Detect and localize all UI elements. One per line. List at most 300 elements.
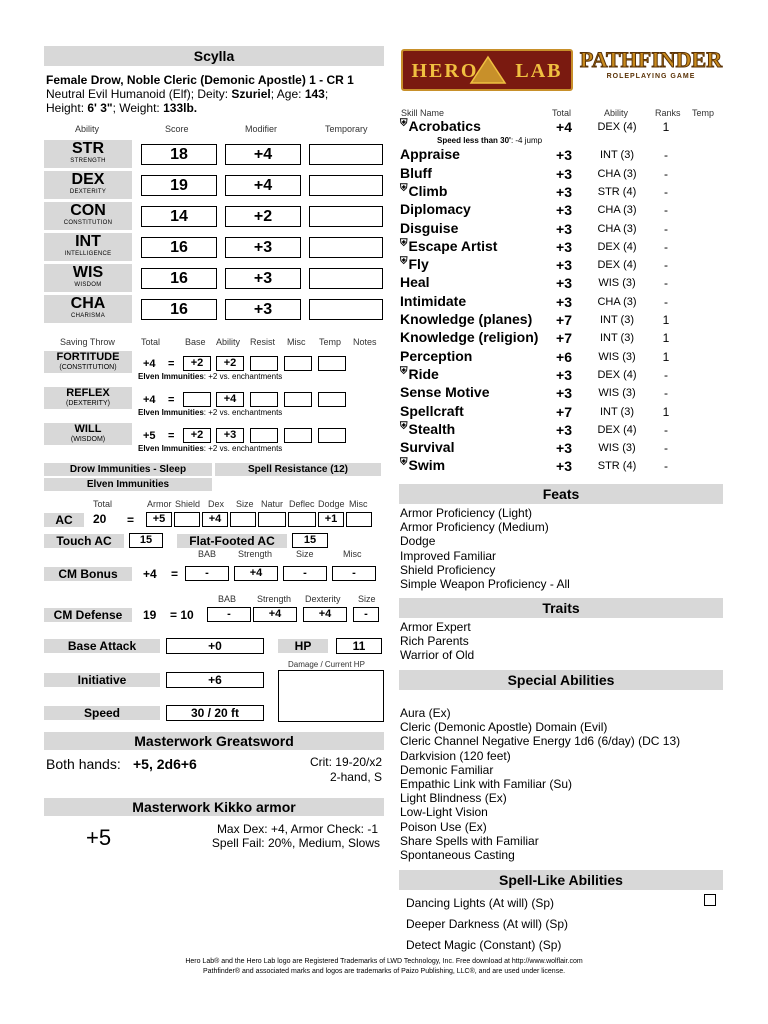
- special-ability-item: Poison Use (Ex): [400, 819, 487, 834]
- cmd-bab-header: BAB: [218, 594, 237, 604]
- ac-total-header: Total: [93, 499, 113, 509]
- cmb-bab-header: BAB: [198, 549, 217, 559]
- skill-total: +3: [556, 385, 572, 402]
- ability-modifier-box: +3: [225, 268, 301, 289]
- weapon-crit: Crit: 19-20/x2: [309, 755, 382, 769]
- ac-size-header: Size: [236, 499, 254, 509]
- skill-name-text: Survival: [400, 439, 455, 456]
- feats-header: Feats: [399, 484, 723, 504]
- trait-item: Armor Expert: [400, 620, 471, 634]
- special-ability-item: Aura (Ex): [400, 706, 451, 720]
- feats-list: [400, 506, 570, 591]
- cmb-misc-box: -: [332, 566, 376, 581]
- save-ability-box: +3: [216, 428, 244, 443]
- ability-score-box: 14: [141, 206, 217, 227]
- ac-dodge-box: +1: [318, 512, 344, 527]
- feat-item: Shield Proficiency: [400, 562, 496, 577]
- skill-ranks: 1: [662, 313, 670, 327]
- save-name: REFLEX: [66, 387, 110, 399]
- special-abilities-header: Special Abilities: [399, 670, 723, 690]
- untrained-shield-icon: ⛨: [400, 365, 408, 377]
- ability-full-name: STRENGTH: [70, 158, 106, 164]
- hero-lab-logo: [401, 49, 573, 91]
- touch-ac-label: Touch AC: [44, 534, 124, 548]
- base-attack-box: +0: [166, 638, 264, 654]
- save-total: +4: [143, 358, 156, 370]
- ability-modifier-box: +4: [225, 144, 301, 165]
- initiative-label: Initiative: [44, 673, 160, 687]
- weapon-hands: Both hands:: [46, 756, 121, 772]
- skill-name-text: Climb: [408, 182, 448, 199]
- ability-score-box: 16: [141, 299, 217, 320]
- traits-list: [400, 620, 474, 663]
- save-notes-header: Notes: [353, 337, 377, 347]
- ability-temporary-box[interactable]: [309, 206, 383, 227]
- special-ability-item: Darkvision (120 feet): [400, 748, 511, 763]
- skill-name-text: Appraise: [400, 146, 460, 163]
- hp-label: HP: [278, 639, 328, 653]
- skill-name-text: Bluff: [400, 164, 432, 181]
- ability-score-box: 18: [141, 144, 217, 165]
- cmd-equals: = 10: [170, 608, 194, 622]
- skill-ability: WIS (3): [598, 350, 636, 363]
- skill-ability: DEX (4): [597, 423, 637, 436]
- ability-full-name: CHARISMA: [70, 313, 106, 319]
- save-temp-box: [318, 428, 346, 443]
- armor-line1: Max Dex: +4, Armor Check: -1: [216, 822, 378, 836]
- skill-total: +3: [556, 147, 572, 164]
- height-label: Height:: [46, 101, 85, 115]
- ability-header: Ability: [75, 124, 100, 134]
- cmb-bab-box: -: [185, 566, 229, 581]
- save-resist-box: [250, 428, 278, 443]
- skill-ability: INT (3): [599, 314, 635, 326]
- skill-name-text: Spellcraft: [400, 402, 464, 419]
- armor-line2: Spell Fail: 20%, Medium, Slows: [211, 836, 380, 850]
- cmb-equals: =: [171, 567, 179, 581]
- skill-total: +3: [556, 293, 572, 310]
- ac-misc-header: Misc: [349, 499, 368, 509]
- ability-score-box: 16: [141, 268, 217, 289]
- modifier-header: Modifier: [245, 124, 278, 134]
- save-name: WILL: [74, 423, 102, 435]
- skill-ranks: -: [664, 276, 668, 291]
- save-ability-box: +4: [216, 392, 244, 407]
- feat-item: Armor Proficiency (Medium): [400, 520, 549, 535]
- skill-ranks: -: [664, 367, 668, 382]
- skill-name-text: Stealth: [408, 420, 456, 437]
- save-resist-box: [250, 356, 278, 371]
- skill-name-text: Ride: [408, 365, 439, 382]
- save-ability-box: +2: [216, 356, 244, 371]
- ability-label-wis: [44, 264, 132, 292]
- skill-ranks: 1: [662, 331, 670, 346]
- skill-ranks: -: [664, 258, 668, 273]
- save-note-label: Elven Immunities: [138, 444, 204, 453]
- save-ability-name: (CONSTITUTION): [59, 364, 117, 371]
- skill-ranks-header: Ranks: [655, 108, 681, 118]
- ability-label-con: [44, 202, 132, 230]
- skill-ranks: -: [664, 203, 668, 218]
- skill-name-text: Swim: [408, 457, 446, 474]
- save-resist-header: Resist: [250, 337, 276, 347]
- acrobatics-note-text: : -4 jump: [510, 136, 543, 145]
- spell-like-ability-item: Deeper Darkness (At will) (Sp): [406, 917, 569, 931]
- skill-total: +3: [556, 275, 572, 292]
- age-value: 143: [304, 87, 325, 101]
- ac-dodge-header: Dodge: [318, 499, 345, 509]
- ability-abbr: INT: [75, 233, 101, 250]
- skill-name-text: Knowledge (planes): [400, 311, 533, 327]
- touch-ac-box: 15: [129, 533, 163, 548]
- untrained-shield-icon: ⛨: [400, 118, 408, 129]
- footer: [0, 957, 768, 977]
- save-ability-name: (DEXTERITY): [66, 400, 110, 407]
- save-ability-header: Ability: [216, 337, 241, 347]
- ability-modifier-box: +2: [225, 206, 301, 227]
- footer-line1: Hero Lab® and the Hero Lab logo are Registered Trademarks of LWD Technology, Inc. Free download at http://www.wolflair.com: [185, 958, 583, 965]
- skill-ability: STR (4): [597, 185, 637, 198]
- skill-ability: WIS (3): [598, 277, 636, 290]
- save-label-reflex: [44, 387, 132, 409]
- armor-name-band: Masterwork Kikko armor: [44, 798, 384, 816]
- ability-temporary-box[interactable]: [309, 144, 383, 165]
- skill-name-text: Disguise: [400, 219, 459, 236]
- cmd-bab-box: -: [207, 607, 251, 622]
- cmb-strength-box: +4: [234, 566, 278, 581]
- ac-total: 20: [93, 512, 107, 526]
- save-note-text: : +2 vs. enchantments: [203, 408, 283, 417]
- skill-ranks: -: [664, 386, 668, 401]
- temporary-header: Temporary: [325, 124, 368, 134]
- ability-abbr: WIS: [72, 264, 104, 281]
- character-description: [46, 73, 386, 115]
- ability-abbr: DEX: [71, 171, 105, 188]
- character-alignment-line: [46, 87, 386, 101]
- cmb-size-box: -: [283, 566, 327, 581]
- ability-score-box: 19: [141, 175, 217, 196]
- speed-box: 30 / 20 ft: [166, 705, 264, 721]
- hp-box: 11: [336, 638, 382, 654]
- skill-total: +3: [556, 202, 572, 219]
- alignment-text: Neutral Evil Humanoid (Elf); Deity:: [46, 87, 229, 101]
- ability-temporary-box[interactable]: [309, 237, 383, 258]
- deity-value: Szuriel: [231, 87, 271, 101]
- spell-like-ability-item: Dancing Lights (At will) (Sp): [406, 896, 555, 910]
- skill-name-text: Fly: [408, 256, 429, 273]
- skill-total: +3: [556, 366, 572, 383]
- untrained-shield-icon: ⛨: [400, 256, 408, 268]
- skill-total: +7: [556, 403, 572, 420]
- skill-total: +6: [556, 348, 572, 365]
- skill-ability: DEX (4): [597, 121, 637, 133]
- cmb-total: +4: [143, 567, 157, 581]
- save-equals: =: [168, 394, 175, 406]
- pathfinder-logo-text: PATHFINDER: [579, 47, 723, 72]
- skill-ability: WIS (3): [598, 387, 636, 400]
- ability-full-name: CONSTITUTION: [63, 220, 113, 226]
- skill-ability: WIS (3): [598, 442, 636, 455]
- special-ability-item: Cleric (Demonic Apostle) Domain (Evil): [400, 720, 608, 735]
- character-height-line: [46, 101, 386, 115]
- feat-item: Dodge: [400, 534, 436, 549]
- ac-armor-header: Armor: [147, 499, 172, 509]
- skill-total: +3: [556, 458, 572, 475]
- save-note: [138, 444, 282, 453]
- ability-abbr: STR: [72, 140, 104, 157]
- untrained-shield-icon: ⛨: [400, 457, 408, 469]
- ability-temporary-box[interactable]: [309, 268, 383, 289]
- skill-ranks: 1: [662, 349, 670, 364]
- traits-header: Traits: [399, 598, 723, 618]
- skill-ability: DEX (4): [597, 259, 637, 272]
- base-attack-label: Base Attack: [44, 639, 160, 653]
- saving-throw-header: Saving Throw: [60, 337, 115, 347]
- spell-like-abilities-header: Spell-Like Abilities: [399, 870, 723, 890]
- skill-ranks: -: [664, 422, 668, 437]
- special-ability-item: Empathic Link with Familiar (Su): [400, 777, 573, 792]
- skill-ability: CHA (3): [597, 222, 637, 235]
- ability-label-str: [44, 140, 132, 168]
- cmd-strength-box: +4: [253, 607, 297, 622]
- ability-full-name: DEXTERITY: [69, 189, 107, 195]
- ability-abbr: CHA: [70, 295, 106, 312]
- untrained-shield-icon: ⛨: [400, 182, 408, 194]
- save-label-will: [44, 423, 132, 445]
- save-temp-box: [318, 356, 346, 371]
- ability-label-cha: [44, 295, 132, 323]
- trait-item: Warrior of Old: [400, 648, 475, 663]
- untrained-shield-icon: ⛨: [400, 237, 408, 249]
- ability-temporary-box[interactable]: [309, 299, 383, 320]
- special-ability-item: Light Blindness (Ex): [400, 791, 507, 806]
- ability-label-dex: [44, 171, 132, 199]
- skill-total: +3: [556, 165, 572, 182]
- save-total: +5: [143, 430, 156, 442]
- armor-bonus: +5: [86, 825, 112, 850]
- skill-ability: DEX (4): [597, 240, 637, 253]
- skill-ability-header: Ability: [604, 108, 629, 118]
- skill-ranks: -: [664, 239, 668, 254]
- elven-immunities-band: Elven Immunities: [44, 478, 212, 491]
- special-ability-item: Spontaneous Casting: [400, 848, 515, 863]
- special-ability-item: Demonic Familiar: [400, 762, 494, 777]
- ac-label: AC: [44, 513, 84, 527]
- skill-total: +3: [556, 220, 572, 237]
- ac-size-box: [230, 512, 256, 527]
- special-ability-item: Low-Light Vision: [400, 805, 488, 820]
- ability-modifier-box: +3: [225, 237, 301, 258]
- pathfinder-logo: [578, 47, 724, 91]
- footer-line2: Pathfinder® and associated marks and logos are trademarks of Paizo Publishing, LLC®, and are used under license.: [202, 968, 566, 975]
- save-note-text: : +2 vs. enchantments: [203, 372, 283, 381]
- cmd-strength-header: Strength: [257, 594, 292, 604]
- cmb-size-header: Size: [296, 549, 314, 559]
- ac-deflec-box: [288, 512, 316, 527]
- cmd-total: 19: [143, 608, 157, 622]
- skill-ranks: 1: [662, 404, 670, 419]
- save-base-header: Base: [185, 337, 206, 347]
- save-misc-header: Misc: [287, 337, 306, 347]
- save-temp-header: Temp: [319, 337, 342, 347]
- cm-bonus-label: CM Bonus: [44, 567, 132, 581]
- initiative-box: +6: [166, 672, 264, 688]
- acrobatics-note-label: Speed less than 30': [437, 136, 511, 145]
- save-misc-box: [284, 392, 312, 407]
- ac-shield-box: [174, 512, 200, 527]
- skill-name-text: Intimidate: [400, 292, 467, 309]
- ability-abbr: CON: [70, 202, 106, 219]
- ac-equals: =: [127, 513, 135, 527]
- skill-ability: CHA (3): [597, 204, 637, 217]
- weight-value: 133lb.: [163, 101, 198, 115]
- flat-footed-ac-box: 15: [292, 533, 328, 548]
- character-class-line: Female Drow, Noble Cleric (Demonic Apostle) 1 - CR 1: [46, 73, 354, 87]
- skill-total: +7: [556, 330, 572, 347]
- ability-modifier-box: +3: [225, 299, 301, 320]
- spell-like-abilities-list: [406, 893, 568, 956]
- skill-ability: STR (4): [597, 460, 637, 473]
- special-abilities-list: [400, 706, 680, 862]
- cmb-misc-header: Misc: [343, 549, 362, 559]
- ac-misc-box: [346, 512, 372, 527]
- skill-total: +3: [556, 238, 572, 255]
- skill-ability: CHA (3): [597, 167, 637, 180]
- spell-resistance-band: Spell Resistance (12): [215, 463, 381, 476]
- skill-ranks: 1: [662, 120, 670, 134]
- height-value: 6' 3": [87, 101, 113, 115]
- character-name-band: Scylla: [44, 46, 384, 66]
- feat-item: Armor Proficiency (Light): [400, 506, 533, 520]
- save-note-label: Elven Immunities: [138, 408, 204, 417]
- skill-name-text: Heal: [400, 274, 430, 291]
- skill-ability: CHA (3): [597, 295, 637, 308]
- save-label-fortitude: [44, 351, 132, 373]
- weapon-attack: +5, 2d6+6: [133, 756, 197, 772]
- skill-ranks: -: [664, 294, 668, 309]
- weapon-type: 2-hand, S: [329, 770, 382, 784]
- ability-label-int: [44, 233, 132, 261]
- skill-total: +7: [556, 312, 572, 328]
- save-base-box: +2: [183, 356, 211, 371]
- spell-like-checkbox[interactable]: [704, 894, 716, 906]
- flat-footed-ac-label: Flat-Footed AC: [177, 534, 287, 548]
- ac-natur-box: [258, 512, 286, 527]
- skill-total-header: Total: [552, 108, 572, 118]
- age-label: ; Age:: [270, 87, 302, 101]
- save-base-box: +2: [183, 428, 211, 443]
- score-header: Score: [165, 124, 189, 134]
- save-total-header: Total: [141, 337, 161, 347]
- skill-ranks: -: [664, 459, 668, 474]
- skill-total: +3: [556, 183, 572, 200]
- ac-dex-box: +4: [202, 512, 228, 527]
- save-name: FORTITUDE: [56, 351, 120, 363]
- save-total: +4: [143, 394, 156, 406]
- spell-like-ability-item: Detect Magic (Constant) (Sp): [406, 938, 562, 952]
- skill-ranks: -: [664, 221, 668, 236]
- ac-armor-box: +5: [146, 512, 172, 527]
- save-misc-box: [284, 428, 312, 443]
- drow-immunities-band: Drow Immunities - Sleep: [44, 463, 212, 476]
- skill-ranks: -: [664, 441, 668, 456]
- cmd-size-box: -: [353, 607, 379, 622]
- skill-ranks: -: [664, 166, 668, 181]
- skill-name-text: Knowledge (religion): [400, 329, 539, 346]
- save-note-text: : +2 vs. enchantments: [203, 444, 283, 453]
- ability-temporary-box[interactable]: [309, 175, 383, 196]
- untrained-shield-icon: ⛨: [400, 420, 408, 432]
- skill-name-text: Diplomacy: [400, 201, 471, 218]
- ac-natur-header: Natur: [261, 499, 284, 509]
- save-note: [138, 372, 282, 381]
- save-equals: =: [168, 430, 175, 442]
- save-ability-name: (WISDOM): [70, 436, 106, 443]
- skill-ranks: -: [664, 184, 668, 199]
- save-temp-box: [318, 392, 346, 407]
- skill-name-header: Skill Name: [401, 108, 445, 118]
- save-note: [138, 408, 282, 417]
- skill-ability: INT (3): [599, 332, 635, 345]
- skill-ability: DEX (4): [597, 368, 637, 381]
- skill-name-text: Sense Motive: [400, 384, 490, 401]
- feat-item: Improved Familiar: [400, 548, 497, 563]
- feat-item: Simple Weapon Proficiency - All: [400, 577, 570, 592]
- save-base-box: [183, 392, 211, 407]
- skill-name-text: Escape Artist: [408, 237, 498, 254]
- skill-total: +4: [556, 119, 572, 135]
- skill-total: +3: [556, 421, 572, 438]
- speed-label: Speed: [44, 706, 160, 720]
- skill-total: +3: [556, 440, 572, 457]
- ability-full-name: INTELLIGENCE: [64, 251, 112, 257]
- ac-dex-header: Dex: [208, 499, 225, 509]
- weapon-name-band: Masterwork Greatsword: [44, 732, 384, 750]
- save-misc-box: [284, 356, 312, 371]
- special-ability-item: Share Spells with Familiar: [400, 833, 539, 848]
- cmd-dexterity-header: Dexterity: [305, 594, 341, 604]
- ac-shield-header: Shield: [175, 499, 201, 509]
- ac-deflec-header: Deflec: [289, 499, 315, 509]
- save-note-label: Elven Immunities: [138, 372, 204, 381]
- skill-name-text: Acrobatics: [408, 118, 481, 134]
- cm-defense-label: CM Defense: [44, 608, 132, 622]
- age-semicolon: ;: [324, 87, 329, 101]
- damage-current-hp-label: Damage / Current HP: [288, 660, 365, 669]
- skill-name-text: Perception: [400, 347, 473, 364]
- damage-hp-box[interactable]: [278, 670, 384, 722]
- save-equals: =: [168, 358, 175, 370]
- skill-ability: INT (3): [599, 405, 635, 418]
- cmb-strength-header: Strength: [238, 549, 273, 559]
- skill-total: +3: [556, 257, 572, 274]
- acrobatics-note: [437, 136, 542, 145]
- hero-lab-logo-text: HERO LAB: [411, 60, 563, 82]
- ability-score-box: 16: [141, 237, 217, 258]
- skill-ability: INT (3): [599, 149, 635, 162]
- ability-modifier-box: +4: [225, 175, 301, 196]
- weight-label: ; Weight:: [112, 101, 160, 115]
- ability-full-name: WISDOM: [74, 282, 102, 288]
- special-ability-item: Cleric Channel Negative Energy 1d6 (6/day) (DC 13): [400, 734, 681, 749]
- trait-item: Rich Parents: [400, 634, 469, 649]
- pathfinder-logo-subtext: ROLEPLAYING GAME: [606, 73, 696, 80]
- save-resist-box: [250, 392, 278, 407]
- cmd-dexterity-box: +4: [303, 607, 347, 622]
- skill-temp-header: Temp: [692, 108, 715, 118]
- skill-ranks: -: [664, 148, 668, 163]
- cmd-size-header: Size: [358, 594, 376, 604]
